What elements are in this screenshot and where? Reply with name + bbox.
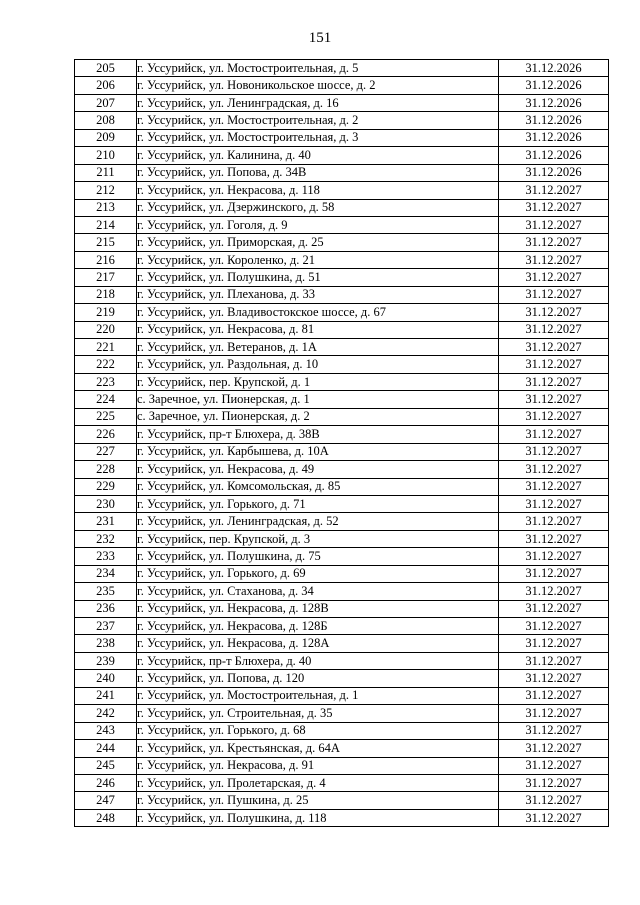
row-number-cell: 234 <box>75 565 137 582</box>
row-number-cell: 214 <box>75 216 137 233</box>
table-row <box>75 495 609 512</box>
date-cell: 31.12.2026 <box>499 112 609 129</box>
row-number-cell: 212 <box>75 182 137 199</box>
table-row <box>75 722 609 739</box>
table-row <box>75 600 609 617</box>
address-cell: г. Уссурийск, ул. Полушкина, д. 75 <box>137 548 499 565</box>
date-cell: 31.12.2027 <box>499 426 609 443</box>
table-row <box>75 548 609 565</box>
row-number-cell: 240 <box>75 670 137 687</box>
date-cell: 31.12.2026 <box>499 94 609 111</box>
address-cell: г. Уссурийск, ул. Приморская, д. 25 <box>137 234 499 251</box>
date-cell: 31.12.2027 <box>499 705 609 722</box>
table-row <box>75 321 609 338</box>
address-cell: г. Уссурийск, ул. Некрасова, д. 128Б <box>137 618 499 635</box>
row-number-cell: 241 <box>75 687 137 704</box>
address-cell: г. Уссурийск, пер. Крупской, д. 1 <box>137 373 499 390</box>
address-cell: с. Заречное, ул. Пионерская, д. 2 <box>137 408 499 425</box>
address-cell: г. Уссурийск, ул. Пролетарская, д. 4 <box>137 774 499 791</box>
row-number-cell: 235 <box>75 583 137 600</box>
address-cell: г. Уссурийск, ул. Некрасова, д. 118 <box>137 182 499 199</box>
address-cell: г. Уссурийск, ул. Мостостроительная, д. 1 <box>137 687 499 704</box>
address-cell: г. Уссурийск, ул. Мостостроительная, д. 5 <box>137 60 499 77</box>
table-row <box>75 565 609 582</box>
address-cell: г. Уссурийск, ул. Горького, д. 68 <box>137 722 499 739</box>
row-number-cell: 226 <box>75 426 137 443</box>
table-row <box>75 391 609 408</box>
table-row <box>75 809 609 826</box>
date-cell: 31.12.2027 <box>499 199 609 216</box>
row-number-cell: 246 <box>75 774 137 791</box>
date-cell: 31.12.2027 <box>499 722 609 739</box>
table-row <box>75 112 609 129</box>
address-cell: г. Уссурийск, ул. Пушкина, д. 25 <box>137 792 499 809</box>
table-row <box>75 687 609 704</box>
date-cell: 31.12.2027 <box>499 478 609 495</box>
row-number-cell: 206 <box>75 77 137 94</box>
address-cell: г. Уссурийск, пер. Крупской, д. 3 <box>137 530 499 547</box>
row-number-cell: 231 <box>75 513 137 530</box>
date-cell: 31.12.2027 <box>499 635 609 652</box>
date-cell: 31.12.2027 <box>499 687 609 704</box>
date-cell: 31.12.2027 <box>499 757 609 774</box>
table-row <box>75 356 609 373</box>
table-row <box>75 60 609 77</box>
date-cell: 31.12.2026 <box>499 164 609 181</box>
address-cell: г. Уссурийск, ул. Ленинградская, д. 52 <box>137 513 499 530</box>
address-cell: г. Уссурийск, ул. Ленинградская, д. 16 <box>137 94 499 111</box>
table-row <box>75 461 609 478</box>
date-cell: 31.12.2026 <box>499 129 609 146</box>
address-cell: г. Уссурийск, ул. Мостостроительная, д. 2 <box>137 112 499 129</box>
table-row <box>75 182 609 199</box>
row-number-cell: 210 <box>75 147 137 164</box>
date-cell: 31.12.2027 <box>499 774 609 791</box>
date-cell: 31.12.2027 <box>499 234 609 251</box>
date-cell: 31.12.2027 <box>499 670 609 687</box>
row-number-cell: 248 <box>75 809 137 826</box>
table-row <box>75 77 609 94</box>
address-cell: г. Уссурийск, ул. Ветеранов, д. 1А <box>137 339 499 356</box>
date-cell: 31.12.2026 <box>499 77 609 94</box>
date-cell: 31.12.2027 <box>499 600 609 617</box>
table-row <box>75 304 609 321</box>
date-cell: 31.12.2027 <box>499 618 609 635</box>
date-cell: 31.12.2027 <box>499 216 609 233</box>
address-cell: г. Уссурийск, ул. Полушкина, д. 51 <box>137 269 499 286</box>
table-row <box>75 164 609 181</box>
row-number-cell: 225 <box>75 408 137 425</box>
table-row <box>75 426 609 443</box>
date-cell: 31.12.2027 <box>499 182 609 199</box>
address-cell: г. Уссурийск, ул. Карбышева, д. 10А <box>137 443 499 460</box>
row-number-cell: 242 <box>75 705 137 722</box>
date-cell: 31.12.2027 <box>499 548 609 565</box>
date-cell: 31.12.2027 <box>499 565 609 582</box>
row-number-cell: 217 <box>75 269 137 286</box>
date-cell: 31.12.2027 <box>499 809 609 826</box>
address-cell: г. Уссурийск, ул. Некрасова, д. 49 <box>137 461 499 478</box>
table-row <box>75 740 609 757</box>
address-cell: г. Уссурийск, пр-т Блюхера, д. 38В <box>137 426 499 443</box>
table-row <box>75 216 609 233</box>
address-cell: г. Уссурийск, ул. Новоникольское шоссе, д. 2 <box>137 77 499 94</box>
row-number-cell: 236 <box>75 600 137 617</box>
table-row <box>75 339 609 356</box>
row-number-cell: 227 <box>75 443 137 460</box>
table-row <box>75 199 609 216</box>
address-cell: г. Уссурийск, ул. Владивостокское шоссе, д. 67 <box>137 304 499 321</box>
date-cell: 31.12.2027 <box>499 286 609 303</box>
row-number-cell: 219 <box>75 304 137 321</box>
table-row <box>75 443 609 460</box>
table-row <box>75 530 609 547</box>
address-cell: г. Уссурийск, ул. Крестьянская, д. 64А <box>137 740 499 757</box>
address-cell: г. Уссурийск, ул. Некрасова, д. 128В <box>137 600 499 617</box>
date-cell: 31.12.2027 <box>499 583 609 600</box>
table-row <box>75 478 609 495</box>
date-cell: 31.12.2027 <box>499 461 609 478</box>
date-cell: 31.12.2027 <box>499 495 609 512</box>
table-row <box>75 129 609 146</box>
registry-table-body <box>75 60 609 827</box>
address-cell: г. Уссурийск, ул. Горького, д. 71 <box>137 495 499 512</box>
row-number-cell: 233 <box>75 548 137 565</box>
date-cell: 31.12.2027 <box>499 391 609 408</box>
address-cell: г. Уссурийск, ул. Дзержинского, д. 58 <box>137 199 499 216</box>
table-row <box>75 269 609 286</box>
address-cell: г. Уссурийск, ул. Комсомольская, д. 85 <box>137 478 499 495</box>
row-number-cell: 245 <box>75 757 137 774</box>
date-cell: 31.12.2027 <box>499 513 609 530</box>
date-cell: 31.12.2027 <box>499 373 609 390</box>
date-cell: 31.12.2027 <box>499 408 609 425</box>
row-number-cell: 211 <box>75 164 137 181</box>
row-number-cell: 239 <box>75 652 137 669</box>
row-number-cell: 220 <box>75 321 137 338</box>
row-number-cell: 237 <box>75 618 137 635</box>
row-number-cell: 218 <box>75 286 137 303</box>
date-cell: 31.12.2026 <box>499 147 609 164</box>
table-row <box>75 705 609 722</box>
date-cell: 31.12.2027 <box>499 652 609 669</box>
row-number-cell: 232 <box>75 530 137 547</box>
table-row <box>75 652 609 669</box>
address-cell: г. Уссурийск, ул. Короленко, д. 21 <box>137 251 499 268</box>
row-number-cell: 228 <box>75 461 137 478</box>
row-number-cell: 243 <box>75 722 137 739</box>
date-cell: 31.12.2027 <box>499 269 609 286</box>
date-cell: 31.12.2027 <box>499 356 609 373</box>
row-number-cell: 230 <box>75 495 137 512</box>
row-number-cell: 238 <box>75 635 137 652</box>
table-row <box>75 583 609 600</box>
row-number-cell: 221 <box>75 339 137 356</box>
date-cell: 31.12.2027 <box>499 304 609 321</box>
table-row <box>75 774 609 791</box>
row-number-cell: 205 <box>75 60 137 77</box>
date-cell: 31.12.2027 <box>499 251 609 268</box>
row-number-cell: 229 <box>75 478 137 495</box>
address-cell: г. Уссурийск, ул. Раздольная, д. 10 <box>137 356 499 373</box>
row-number-cell: 244 <box>75 740 137 757</box>
address-cell: г. Уссурийск, ул. Полушкина, д. 118 <box>137 809 499 826</box>
registry-table <box>74 59 609 827</box>
table-row <box>75 513 609 530</box>
row-number-cell: 207 <box>75 94 137 111</box>
address-cell: г. Уссурийск, ул. Некрасова, д. 81 <box>137 321 499 338</box>
table-row <box>75 618 609 635</box>
address-cell: с. Заречное, ул. Пионерская, д. 1 <box>137 391 499 408</box>
table-row <box>75 670 609 687</box>
date-cell: 31.12.2027 <box>499 339 609 356</box>
address-cell: г. Уссурийск, ул. Стаханова, д. 34 <box>137 583 499 600</box>
address-cell: г. Уссурийск, ул. Попова, д. 120 <box>137 670 499 687</box>
row-number-cell: 222 <box>75 356 137 373</box>
table-row <box>75 147 609 164</box>
table-row <box>75 286 609 303</box>
address-cell: г. Уссурийск, ул. Горького, д. 69 <box>137 565 499 582</box>
address-cell: г. Уссурийск, ул. Гоголя, д. 9 <box>137 216 499 233</box>
date-cell: 31.12.2027 <box>499 792 609 809</box>
table-row <box>75 373 609 390</box>
address-cell: г. Уссурийск, ул. Некрасова, д. 91 <box>137 757 499 774</box>
address-cell: г. Уссурийск, ул. Мостостроительная, д. 3 <box>137 129 499 146</box>
table-row <box>75 757 609 774</box>
row-number-cell: 247 <box>75 792 137 809</box>
date-cell: 31.12.2027 <box>499 321 609 338</box>
table-row <box>75 792 609 809</box>
table-row <box>75 234 609 251</box>
address-cell: г. Уссурийск, ул. Калинина, д. 40 <box>137 147 499 164</box>
page-number: 151 <box>308 30 332 46</box>
table-row <box>75 94 609 111</box>
date-cell: 31.12.2027 <box>499 530 609 547</box>
date-cell: 31.12.2027 <box>499 443 609 460</box>
table-row <box>75 635 609 652</box>
address-cell: г. Уссурийск, ул. Плеханова, д. 33 <box>137 286 499 303</box>
address-cell: г. Уссурийск, ул. Попова, д. 34В <box>137 164 499 181</box>
row-number-cell: 223 <box>75 373 137 390</box>
address-cell: г. Уссурийск, ул. Строительная, д. 35 <box>137 705 499 722</box>
date-cell: 31.12.2027 <box>499 740 609 757</box>
row-number-cell: 208 <box>75 112 137 129</box>
row-number-cell: 209 <box>75 129 137 146</box>
address-cell: г. Уссурийск, ул. Некрасова, д. 128А <box>137 635 499 652</box>
row-number-cell: 224 <box>75 391 137 408</box>
address-cell: г. Уссурийск, пр-т Блюхера, д. 40 <box>137 652 499 669</box>
row-number-cell: 216 <box>75 251 137 268</box>
row-number-cell: 213 <box>75 199 137 216</box>
row-number-cell: 215 <box>75 234 137 251</box>
table-row <box>75 408 609 425</box>
table-row <box>75 251 609 268</box>
date-cell: 31.12.2026 <box>499 60 609 77</box>
